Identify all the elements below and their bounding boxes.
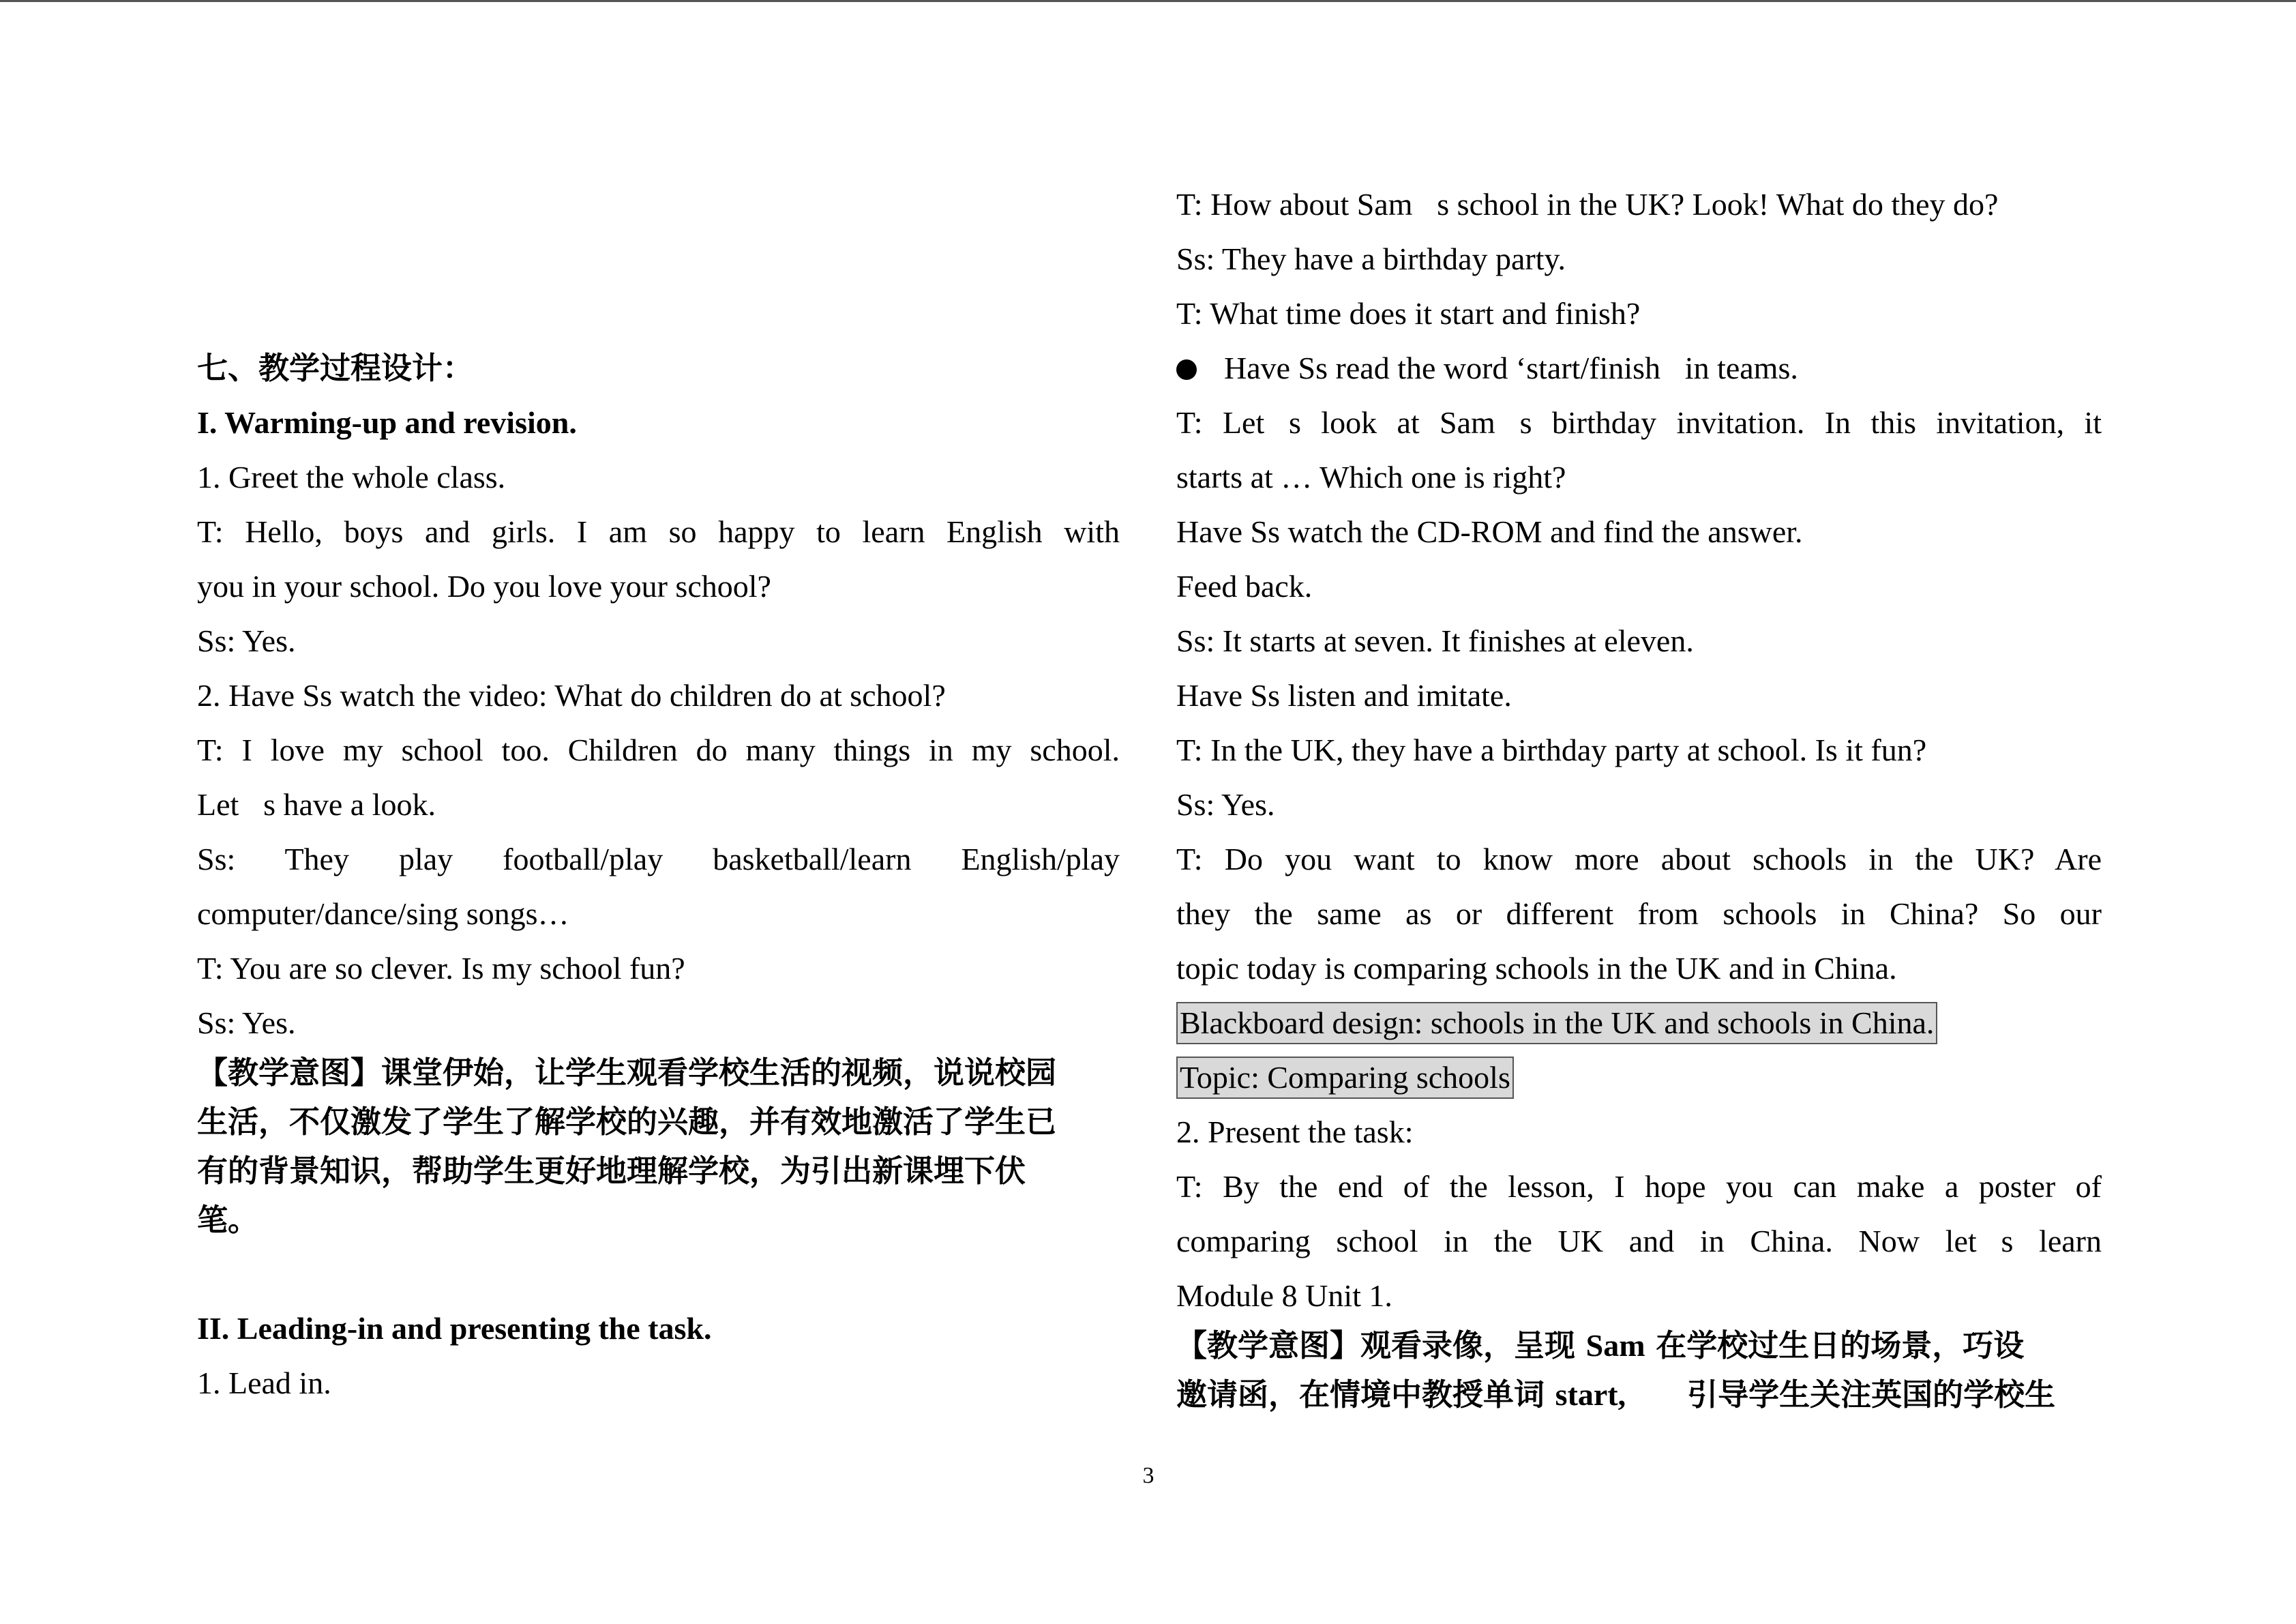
blackboard-row bbox=[1176, 996, 2102, 1050]
bullet-icon bbox=[1176, 359, 1197, 380]
text-line: Have Ss watch the CD-ROM and find the answer. bbox=[1176, 514, 1803, 549]
text-line: T: Let s look at Sam s birthday invitation. In this invitation, it bbox=[1176, 405, 2102, 440]
text-line: Ss: They have a birthday party. bbox=[1176, 241, 1566, 276]
intent-line bbox=[1176, 1321, 2102, 1370]
intent-text: 在学校过生日的场景，巧设 bbox=[1645, 1327, 2025, 1363]
intent-text: start, bbox=[1555, 1377, 1626, 1412]
text-line: T: In the UK, they have a birthday party at school. Is it fun? bbox=[1176, 733, 1927, 767]
text-line: computer/dance/sing songs… bbox=[197, 896, 569, 931]
page-top-border bbox=[0, 0, 2296, 2]
text-line: T: By the end of the lesson, I hope you can make a poster of bbox=[1176, 1169, 2102, 1204]
intent-line: 【教学意图】课堂伊始，让学生观看学校生活的视频，说说校园 bbox=[197, 1054, 1057, 1091]
text-line: T: Do you want to know more about schools in the UK? Are bbox=[1176, 842, 2102, 876]
intent-text: Sam bbox=[1585, 1328, 1645, 1363]
text-line: 2. Have Ss watch the video: What do children do at school? bbox=[197, 678, 946, 713]
text-line: comparing school in the UK and in China. Now let s learn bbox=[1176, 1224, 2102, 1258]
text-line: 1. Lead in. bbox=[197, 1365, 331, 1400]
bullet-item bbox=[1176, 341, 2102, 396]
text-line: T: How about Sam s school in the UK? Look! What do they do? bbox=[1176, 187, 1999, 222]
text-line: Ss: They play football/play basketball/learn English/play bbox=[197, 842, 1120, 876]
text-line: Let s have a look. bbox=[197, 787, 436, 822]
text-line: Ss: It starts at seven. It finishes at eleven. bbox=[1176, 623, 1694, 658]
warmup-title: I. Warming-up and revision. bbox=[197, 405, 577, 440]
text-line: Feed back. bbox=[1176, 569, 1313, 604]
blackboard-design-box: Blackboard design: schools in the UK and schools in China. bbox=[1176, 1002, 1937, 1044]
text-line: T: What time does it start and finish? bbox=[1176, 296, 1641, 331]
text-line: Ss: Yes. bbox=[197, 623, 296, 658]
intent-line: 有的背景知识，帮助学生更好地理解学校，为引出新课埋下伏 bbox=[197, 1153, 1026, 1189]
intent-line: 笔。 bbox=[197, 1202, 259, 1238]
topic-box: Topic: Comparing schools bbox=[1176, 1057, 1514, 1099]
text-line: they the same as or different from schools in China? So our bbox=[1176, 896, 2102, 931]
text-line: Ss: Yes. bbox=[1176, 787, 1275, 822]
intent-text: 【教学意图】观看录像，呈现 bbox=[1176, 1327, 1586, 1363]
intent-line bbox=[1176, 1370, 2102, 1419]
text-line: T: Hello, boys and girls. I am so happy to learn English with bbox=[197, 514, 1120, 549]
text-line: 2. Present the task: bbox=[1176, 1114, 1414, 1149]
topic-row bbox=[1176, 1050, 2102, 1105]
text-line: Module 8 Unit 1. bbox=[1176, 1278, 1392, 1313]
text-line: you in your school. Do you love your school? bbox=[197, 569, 771, 604]
intent-text: 引导学生关注英国的学校生 bbox=[1626, 1376, 2056, 1413]
text-line: T: You are so clever. Is my school fun? bbox=[197, 951, 685, 986]
text-line: topic today is comparing schools in the UK and in China. bbox=[1176, 951, 1897, 986]
text-line: Ss: Yes. bbox=[197, 1005, 296, 1040]
intent-line: 生活，不仅激发了学生了解学校的兴趣，并有效地激活了学生已 bbox=[197, 1104, 1057, 1140]
bullet-text: Have Ss read the word ‘start/finish in teams. bbox=[1224, 351, 1798, 385]
leading-title: II. Leading-in and presenting the task. bbox=[197, 1311, 712, 1346]
text-line: Have Ss listen and imitate. bbox=[1176, 678, 1512, 713]
intent-text: 邀请函，在情境中教授单词 bbox=[1176, 1376, 1555, 1413]
page-number: 3 bbox=[1142, 1463, 1154, 1488]
text-line: starts at … Which one is right? bbox=[1176, 460, 1566, 494]
text-line: T: I love my school too. Children do many things in my school. bbox=[197, 733, 1120, 767]
text-line: 1. Greet the whole class. bbox=[197, 460, 506, 494]
section-heading: 七、教学过程设计： bbox=[197, 350, 474, 386]
